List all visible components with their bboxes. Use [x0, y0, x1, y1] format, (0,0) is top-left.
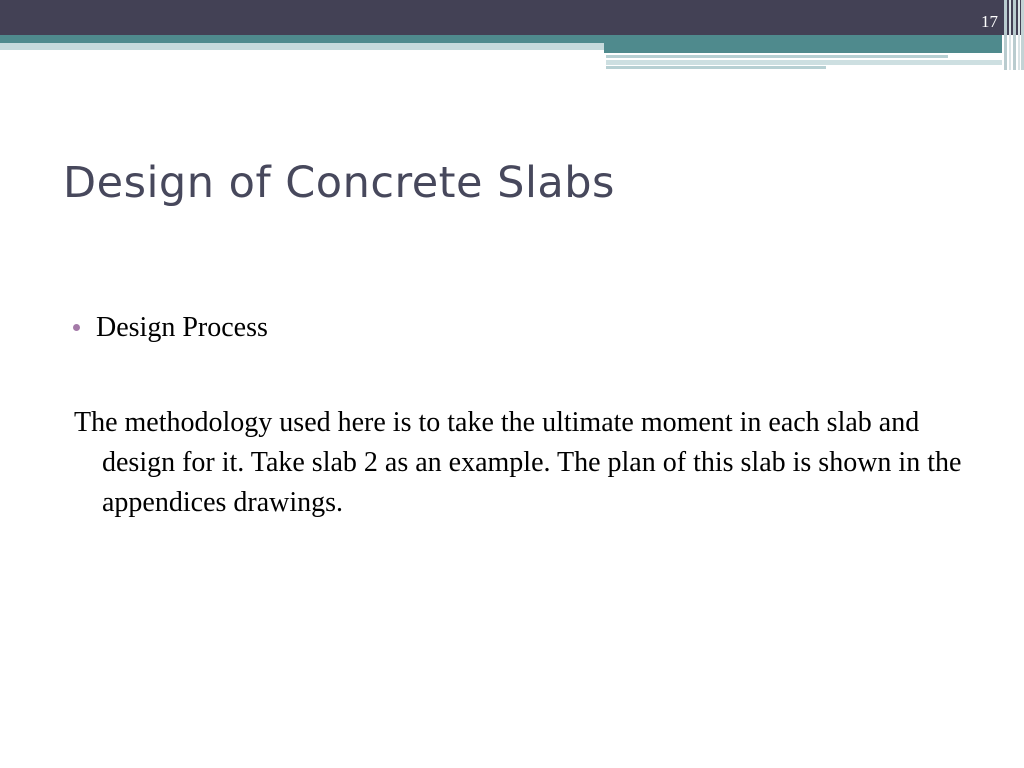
bullet-dot-icon [73, 324, 80, 331]
header-light-line [606, 66, 826, 69]
body-paragraph: The methodology used here is to take the ultimate moment in each slab and design for it. Take slab 2 as an example. The plan of this slab is shown in the appendices drawings. [74, 407, 962, 518]
header-light-line [606, 60, 1002, 65]
slide-title: Design of Concrete Slabs [63, 158, 615, 208]
bullet-text: Design Process [96, 312, 268, 343]
header-dark-bar [0, 0, 1024, 35]
decor-vertical-stripe [1009, 0, 1011, 70]
decor-vertical-stripe [1018, 0, 1020, 70]
bullet-item [73, 312, 268, 344]
decor-vertical-stripe [1004, 0, 1007, 70]
header-teal-step-bar [604, 43, 1002, 53]
header-pale-bar [0, 43, 604, 50]
page-number: 17 [981, 12, 998, 31]
header-teal-bar [0, 35, 1002, 43]
decor-vertical-stripe [1013, 0, 1016, 70]
header-light-line [606, 55, 948, 58]
